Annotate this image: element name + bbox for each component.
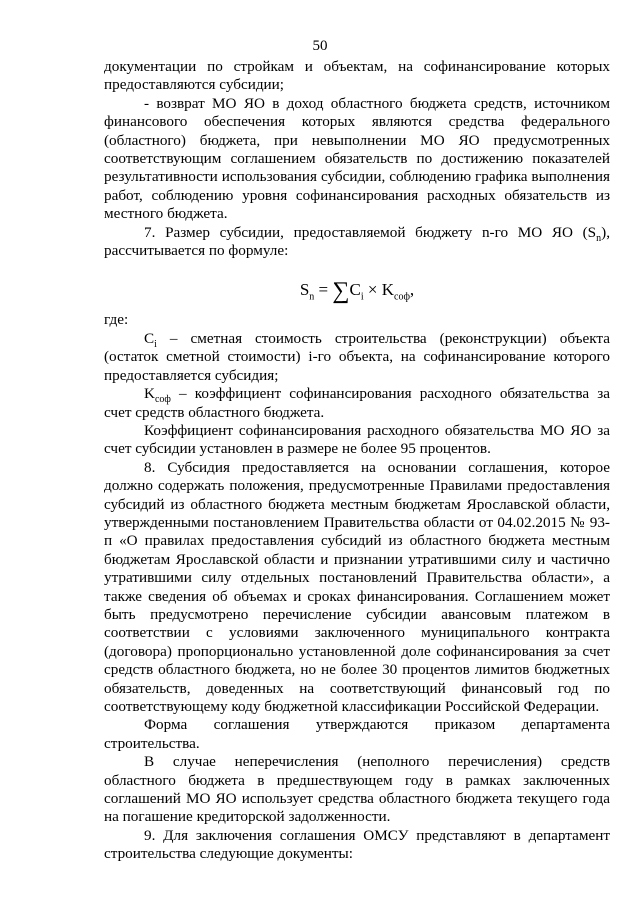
formula-lhs-sub: n	[309, 291, 315, 303]
formula-lhs: S	[299, 280, 310, 300]
formula-k: K	[381, 280, 394, 300]
formula-c-sub: i	[360, 291, 364, 303]
paragraph-7-end: ), рассчитывается по формуле:	[104, 223, 610, 260]
definition-k-text: – коэффициент софинансирования расходного обязательства за счет средств областного бюджета.	[104, 385, 610, 421]
definition-ci-sub: i	[154, 338, 157, 350]
paragraph-refund-clause: - возврат МО ЯО в доход областного бюджета средств, источником финансового обеспечения которых являются средства федерального (областного) бюджета, при невыполнении МО ЯО предусмотренных соответствующим соглашением обязательств по достижению показателей результативности использования субсидии, соблюдению графика выполнения работ, соблюдению уровня софинансирования расходных обязательств из местного бюджета.	[104, 94, 610, 223]
formula-end: ,	[409, 280, 415, 300]
paragraph-8-agreement: 8. Субсидия предоставляется на основании соглашения, которое должно содержать положения, предусмотренные Правилами предоставления субсидий из областного бюджета местным бюджетам Ярославской области, утвержденными постановлением Правительства области от 04.02.2015 № 93-п «О правилах предоставления субсидий из областного бюджета местным бюджетам Ярославской области и признании утратившими силу и частично утратившими силу отдельных постановлений Правительства области», а также сведения об объемах и сроках финансирования. Соглашением может быть предусмотрено перечисление субсидии авансовым платежом в соответствии с условиями заключенного муниципального контракта (договора) пропорционально установленной доле софинансирования за счет средств областного бюджета, но не более 30 процентов лимитов бюджетных обязательств, доведенных на соответствующий финансовый год по соответствующему коду бюджетной классификации Российской Федерации.	[104, 458, 610, 715]
formula-k-sub: соф	[394, 291, 410, 303]
definition-ci-text: – сметная стоимость строительства (реконструкции) объекта (остаток сметной стоимости) i-го объекта, на софинансирование которого предоставляется субсидия;	[104, 329, 610, 384]
subsidy-formula	[104, 278, 610, 303]
formula-equals: =	[318, 280, 329, 300]
paragraph-continuation: документации по стройкам и объектам, на софинансирование которых предоставляются субсидии;	[104, 58, 610, 94]
definition-ci-symbol: C	[144, 329, 155, 347]
formula-sigma: ∑	[332, 278, 350, 305]
paragraph-agreement-form: Форма соглашения утверждаются приказом департамента строительства.	[104, 716, 610, 752]
paragraph-9-documents: 9. Для заключения соглашения ОМСУ представляют в департамент строительства следующие документы:	[104, 826, 610, 863]
definition-ksof	[104, 385, 610, 422]
definition-k-symbol: K	[144, 385, 155, 403]
paragraph-non-transfer-case: В случае неперечисления (неполного перечисления) средств областного бюджета в предшествующем году в рамках заключенных соглашений МО ЯО использует средства областного бюджета текущего года на погашение кредиторской задолженности.	[104, 753, 610, 826]
where-label: где:	[104, 311, 129, 329]
document-body	[104, 58, 610, 864]
paragraph-7-subscript: n	[596, 232, 602, 244]
paragraph-7-text: 7. Размер субсидии, предоставляемой бюджету n-го МО ЯО (S	[144, 223, 597, 241]
paragraph-coefficient: Коэффициент софинансирования расходного обязательства МО ЯО за счет субсидии установлен в размере не более 95 процентов.	[104, 421, 610, 458]
definition-ci	[104, 330, 610, 385]
formula-times: ×	[367, 280, 378, 300]
page-number: 50	[312, 38, 328, 54]
paragraph-7-subsidy-size	[104, 224, 610, 261]
definition-k-sub: соф	[154, 394, 171, 406]
formula-c: C	[349, 280, 361, 300]
